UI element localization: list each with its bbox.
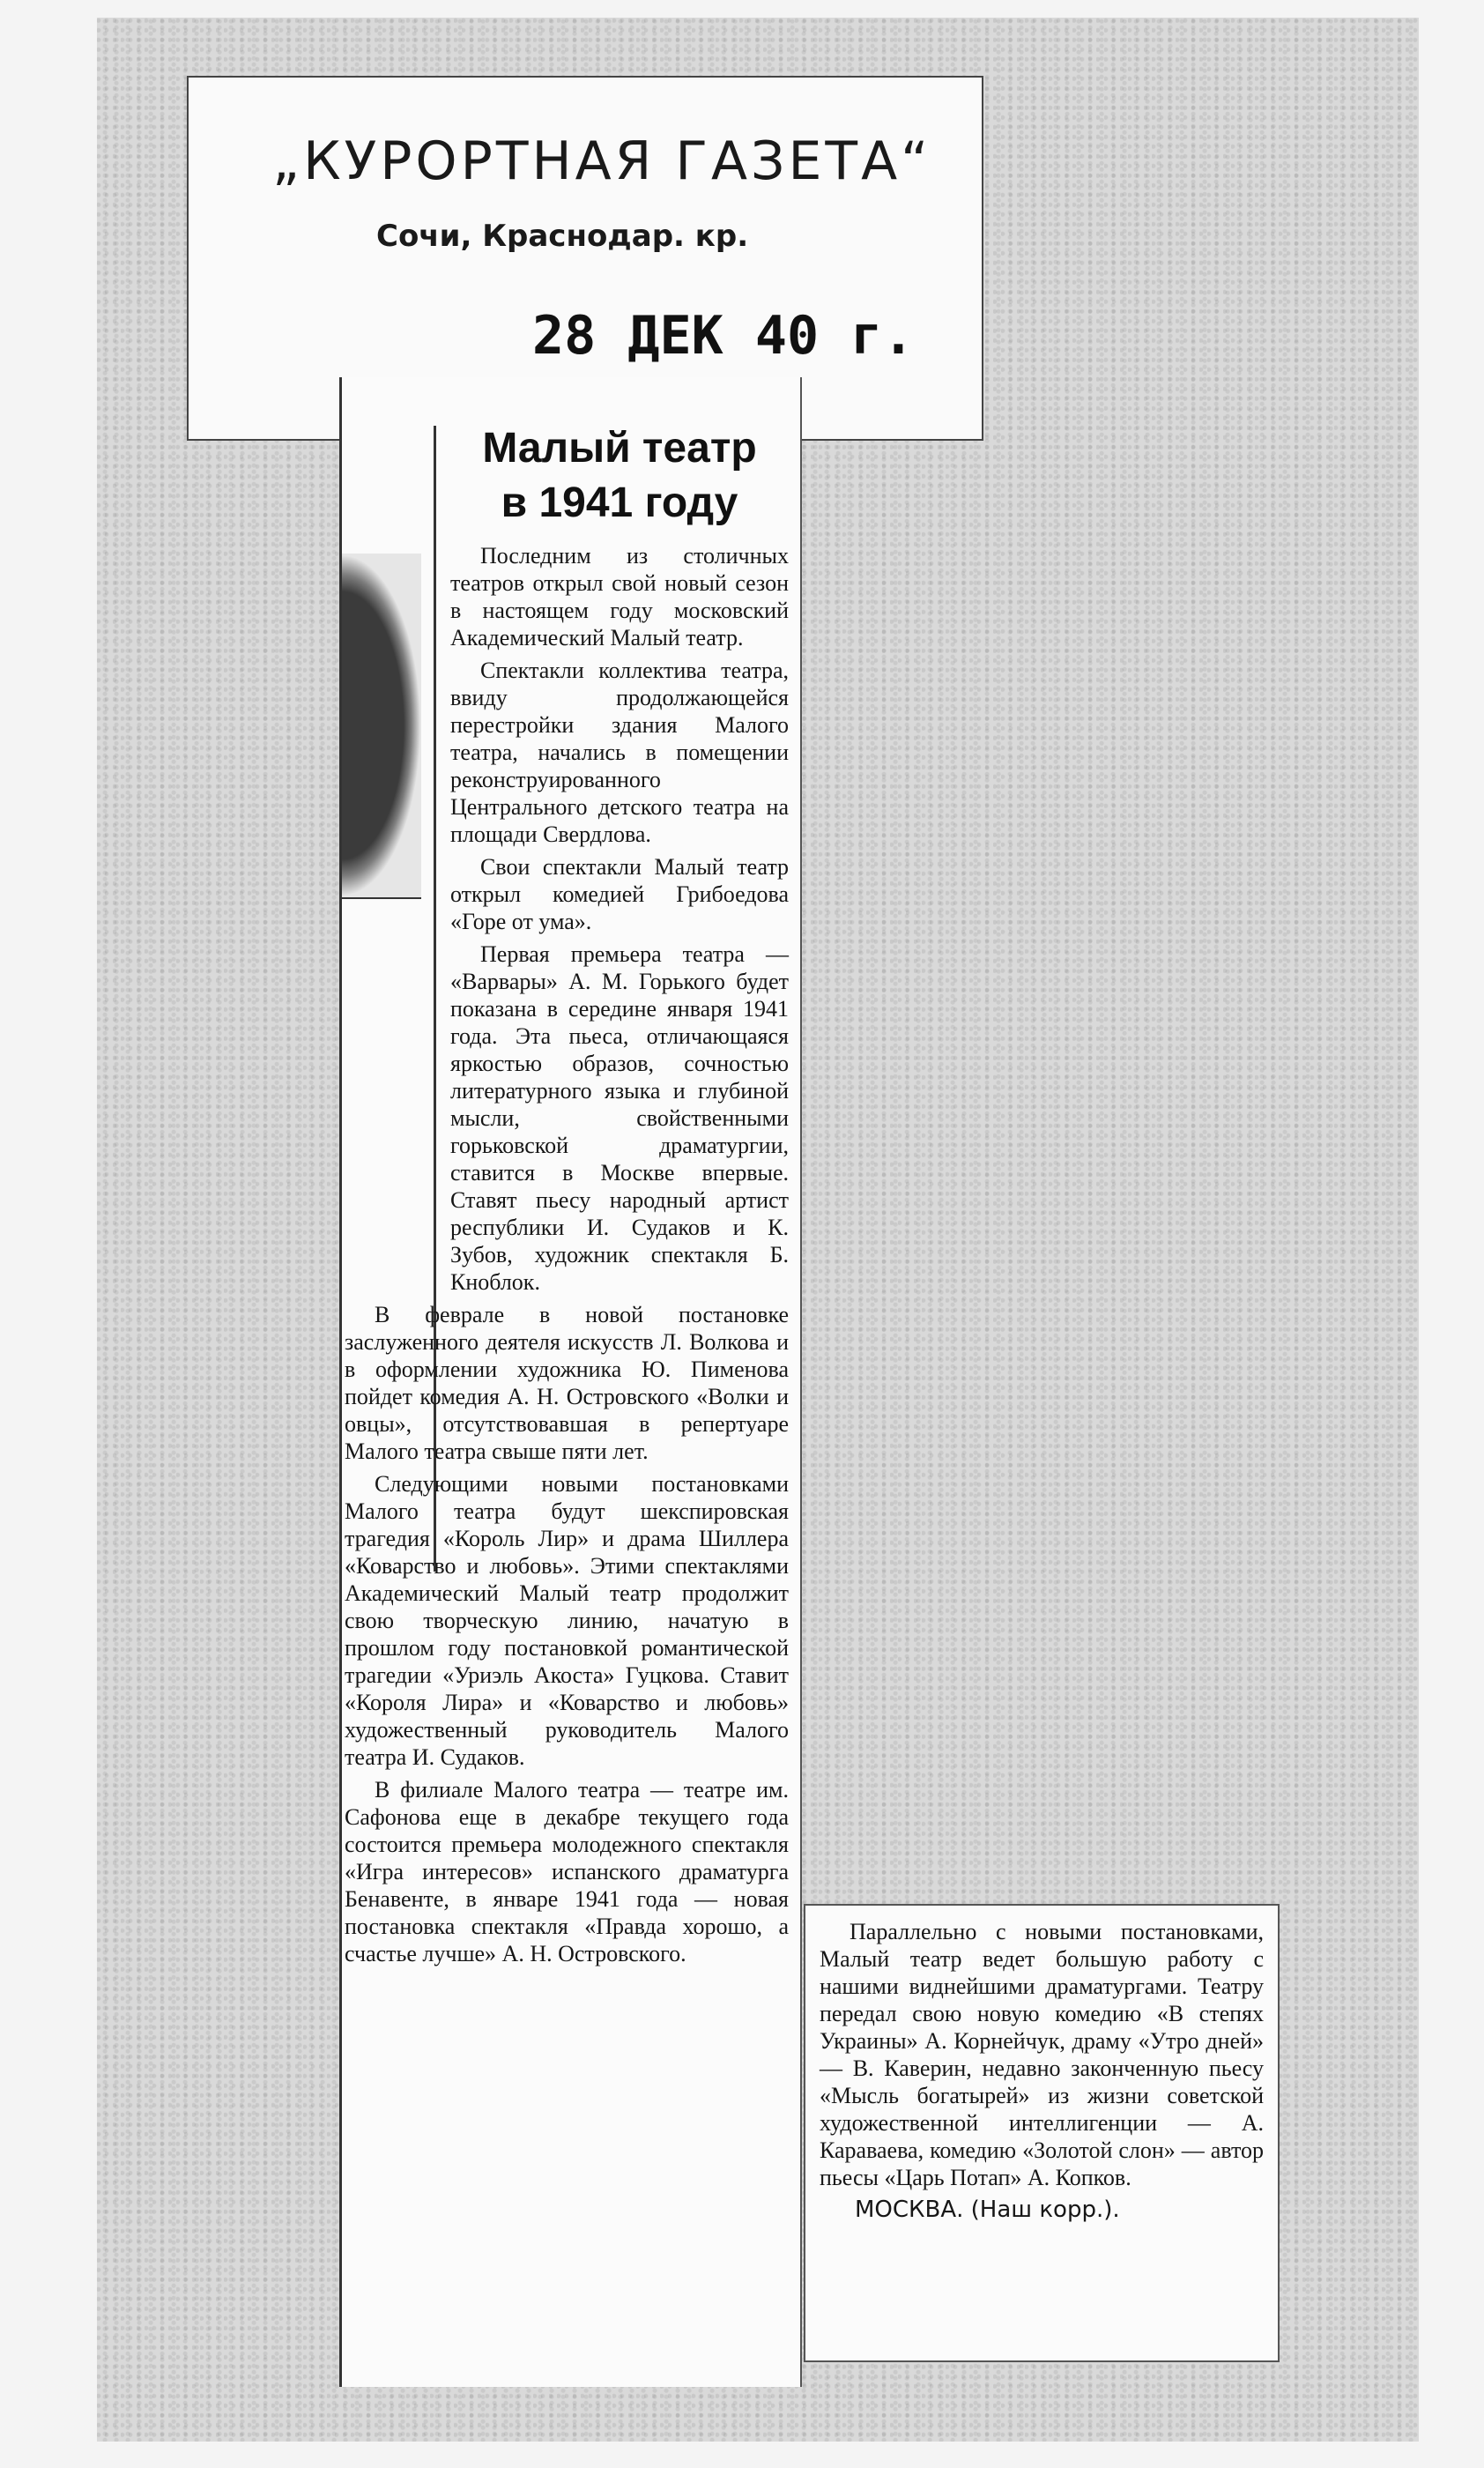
article-paragraph: Свои спектакли Малый театр открыл комедией Грибоедова «Горе от ума». xyxy=(450,854,789,934)
article-paragraph: В филиале Малого театра — театре им. Сафонова еще в декабре текущего года состоится премьера молодежного спектакля «Игра интересов» испанского драматурга Бенавенте, в январе 1941 года — новая постановка спектакля «Правда хорошо, а счастье лучше» А. Н. Островского. xyxy=(345,1777,789,1966)
article-paragraph: Последним из столичных театров открыл свой новый сезон в настоящем году московский Академический Малый театр. xyxy=(450,543,789,650)
article-text xyxy=(339,542,798,1973)
headline-line-2: в 1941 году xyxy=(501,479,738,526)
date-stamp: 28 ДЕК 40 г. xyxy=(532,305,915,367)
article-paragraph: Первая премьера театра — «Варвары» А. М. Горького будет показана в середине января 1941 года. Эта пьеса, отличающаяся яркостью образов, сочностью литературного языка и глубиной мысли, свойственными горьковской драматургии, ставится в Москве впервые. Ставят пьесу народный артист республики И. Судаков и К. Зубов, художник спектакля Б. Кноблок. xyxy=(450,941,789,1295)
article-paragraph: В феврале в новой постановке заслуженного деятеля искусств Л. Волкова и в оформлении художника Ю. Пименова пойдет комедия А. Н. Островского «Волки и овцы», отсутствовавшая в репертуаре Малого театра свыше пяти лет. xyxy=(345,1302,789,1464)
article-column-2 xyxy=(804,1904,1280,2362)
article-signature: МОСКВА. (Наш корр.). xyxy=(855,2197,1120,2223)
article-paragraph: Следующими новыми постановками Малого театра будут шекспировская трагедия «Король Лир» и драма Шиллера «Коварство и любовь». Этими спектаклями Академический Малый театр продолжит свою творческую линию, начатую в прошлом году постановкой романтической трагедии «Уриэль Акоста» Гуцкова. Ставит «Короля Лира» и «Коварство и любовь» художественный руководитель Малого театра И. Судаков. xyxy=(345,1471,789,1770)
newspaper-location: Сочи, Краснодар. кр. xyxy=(376,219,749,254)
headline-line-1: Малый театр xyxy=(482,425,757,472)
article-paragraph: Параллельно с новыми постановками, Малый театр ведет большую работу с нашими виднейшими драматургами. Театру передал свою новую комедию «В степях Украины» А. Корнейчук, драму «Утро дней» — В. Каверин, недавно законченную пьесу «Мысль богатырей» из жизни советской художественной интеллигенции — А. Караваева, комедию «Золотой слон» — автор пьесы «Царь Потап» А. Копков. xyxy=(820,1919,1264,2190)
article-headline xyxy=(448,421,791,531)
newspaper-title: „КУРОРТНАЯ ГАЗЕТА“ xyxy=(272,130,932,192)
article-paragraph: Спектакли коллектива театра, ввиду продолжающейся перестройки здания Малого театра, начались в помещении реконструированного Центрального детского театра на площади Свердлова. xyxy=(450,658,789,847)
